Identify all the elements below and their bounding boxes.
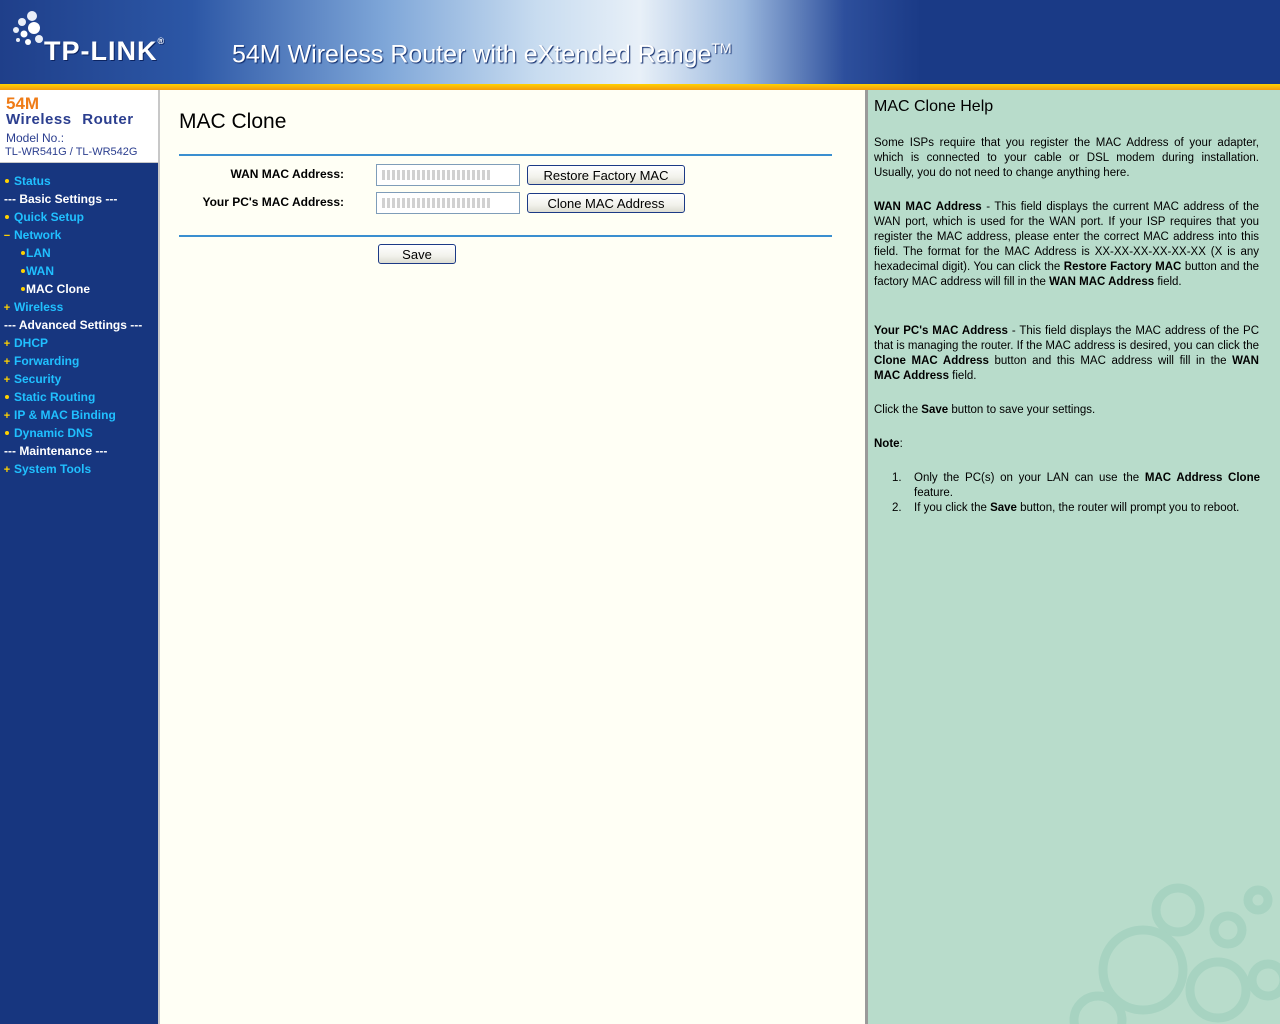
expand-icon: + bbox=[3, 464, 11, 476]
sidebar-item-status[interactable] bbox=[0, 172, 158, 190]
bullet-icon bbox=[5, 179, 9, 183]
help-text: : bbox=[899, 438, 903, 450]
model-product: Wireless Router bbox=[6, 111, 134, 128]
sidebar-item-label: Security bbox=[14, 372, 62, 386]
sidebar-item-label: LAN bbox=[26, 246, 51, 260]
logo-registered-mark: ® bbox=[157, 36, 166, 46]
section-label: --- Advanced Settings --- bbox=[4, 318, 143, 332]
list-item bbox=[892, 471, 1260, 501]
help-note-list bbox=[892, 471, 1260, 516]
sidebar-item-security[interactable] bbox=[0, 370, 158, 388]
page-title: MAC Clone bbox=[179, 110, 287, 133]
header-banner bbox=[0, 0, 1280, 84]
logo-text: TP-LINK bbox=[44, 36, 158, 66]
help-text: button to save your settings. bbox=[948, 404, 1096, 416]
help-text: button, the router will prompt you to reboot. bbox=[1016, 502, 1240, 514]
list-number: 1. bbox=[892, 472, 902, 484]
sidebar-section-basic bbox=[0, 190, 158, 208]
sidebar-item-lan[interactable] bbox=[0, 244, 158, 262]
sidebar-item-label: WAN bbox=[26, 264, 54, 278]
bullet-icon bbox=[5, 431, 9, 435]
save-button[interactable]: Save bbox=[378, 244, 456, 264]
help-intro: Some ISPs require that you register the MAC Address of your adapter, which is connected to your cable or DSL modem during installation. Usually, you do not need to change anything here. bbox=[874, 137, 1259, 179]
sidebar-item-static-routing[interactable] bbox=[0, 388, 158, 406]
section-label: --- Maintenance --- bbox=[4, 444, 108, 458]
product-title-text: 54M Wireless Router with eXtended Range bbox=[232, 40, 712, 69]
sidebar-item-label: Wireless bbox=[14, 300, 64, 314]
help-pc-mac bbox=[874, 324, 1259, 384]
sidebar-item-wan[interactable] bbox=[0, 262, 158, 280]
help-text: - This field displays the current MAC address of the WAN port, which is used for the WAN port. If your ISP requires that you register the MAC address, please enter the correct MAC address into this field. The format for the MAC Address is XX-XX-XX-XX-XX-XX (X is any hexadecimal digit). You can click the bbox=[874, 201, 1260, 273]
main-panel bbox=[158, 90, 867, 1024]
sidebar-item-dynamic-dns[interactable] bbox=[0, 424, 158, 442]
help-term: Clone MAC Address bbox=[874, 355, 989, 367]
pc-mac-redaction bbox=[382, 198, 492, 208]
help-term: Save bbox=[990, 502, 1017, 514]
list-number: 2. bbox=[892, 502, 902, 514]
restore-factory-mac-button[interactable]: Restore Factory MAC bbox=[527, 165, 685, 185]
sidebar-item-wireless[interactable] bbox=[0, 298, 158, 316]
bullet-icon bbox=[5, 215, 9, 219]
trademark-mark: TM bbox=[711, 40, 732, 56]
sidebar-item-label: Status bbox=[14, 174, 51, 188]
top-divider bbox=[179, 154, 832, 156]
sidebar-item-network[interactable] bbox=[0, 226, 158, 244]
help-text: Only the PC(s) on your LAN can use the bbox=[914, 472, 1145, 484]
sidebar-section-maintenance bbox=[0, 442, 158, 460]
help-term: Restore Factory MAC bbox=[1063, 261, 1182, 273]
sidebar-item-label: System Tools bbox=[14, 462, 92, 476]
sidebar-item-forwarding[interactable] bbox=[0, 352, 158, 370]
bullet-icon bbox=[21, 287, 25, 291]
help-text: If you click the bbox=[914, 502, 991, 514]
help-term: Note bbox=[874, 438, 900, 450]
sidebar-item-ip-mac-binding[interactable] bbox=[0, 406, 158, 424]
decorative-bubbles-icon bbox=[1068, 870, 1280, 1024]
sidebar-item-label: IP & MAC Binding bbox=[14, 408, 116, 422]
bullet-icon bbox=[5, 395, 9, 399]
sidebar-item-label: Dynamic DNS bbox=[14, 426, 93, 440]
sidebar-item-mac-clone[interactable] bbox=[0, 280, 158, 298]
help-text: button and this MAC address will fill in the bbox=[988, 355, 1233, 367]
sidebar-item-dhcp[interactable] bbox=[0, 334, 158, 352]
section-label: --- Basic Settings --- bbox=[4, 192, 118, 206]
sidebar-section-advanced bbox=[0, 316, 158, 334]
list-item bbox=[892, 501, 1260, 516]
bottom-divider bbox=[179, 235, 832, 237]
wan-mac-redaction bbox=[382, 170, 492, 180]
sidebar-item-system-tools[interactable] bbox=[0, 460, 158, 478]
help-text: feature. bbox=[914, 487, 953, 499]
help-term: Your PC's MAC Address bbox=[874, 325, 1008, 337]
help-text: field. bbox=[1154, 276, 1182, 288]
help-text: Click the bbox=[874, 404, 922, 416]
logo-dots-icon bbox=[8, 8, 48, 48]
model-value: TL-WR541G / TL-WR542G bbox=[5, 146, 138, 158]
sidebar-menu bbox=[0, 172, 158, 478]
model-box bbox=[0, 90, 158, 163]
help-text: - This field displays the MAC address of the PC that is managing the router. If the MAC address is desired, you can click the bbox=[874, 325, 1260, 352]
expand-icon: + bbox=[3, 356, 11, 368]
sidebar-item-label: Network bbox=[14, 228, 62, 242]
clone-mac-address-button[interactable]: Clone MAC Address bbox=[527, 193, 685, 213]
sidebar-item-quick-setup[interactable] bbox=[0, 208, 158, 226]
product-title bbox=[232, 40, 732, 69]
help-note-heading bbox=[874, 437, 1259, 452]
help-term: WAN MAC Address bbox=[1049, 276, 1155, 288]
help-term: WAN MAC Address bbox=[874, 355, 1259, 382]
expand-icon: + bbox=[3, 338, 11, 350]
help-title: MAC Clone Help bbox=[874, 98, 994, 115]
sidebar-item-label: DHCP bbox=[14, 336, 49, 350]
pc-mac-label: Your PC's MAC Address: bbox=[202, 195, 344, 209]
model-speed: 54M bbox=[6, 94, 40, 113]
collapse-icon: − bbox=[3, 230, 11, 242]
model-label: Model No.: bbox=[6, 131, 65, 145]
expand-icon: + bbox=[3, 374, 11, 386]
sidebar-item-label: Quick Setup bbox=[14, 210, 85, 224]
help-wan-mac bbox=[874, 200, 1259, 290]
expand-icon: + bbox=[3, 302, 11, 314]
help-term: Save bbox=[921, 404, 949, 416]
sidebar-item-label: Static Routing bbox=[14, 390, 96, 404]
expand-icon: + bbox=[3, 410, 11, 422]
wan-mac-label: WAN MAC Address: bbox=[230, 167, 344, 181]
help-term: MAC Address Clone bbox=[1144, 472, 1260, 484]
sidebar-item-label: MAC Clone bbox=[26, 282, 90, 296]
help-text: field. bbox=[948, 370, 977, 382]
bullet-icon bbox=[21, 251, 25, 255]
help-save bbox=[874, 403, 1259, 418]
help-panel bbox=[865, 90, 1280, 1024]
tplink-logo bbox=[8, 8, 208, 68]
sidebar-item-label: Forwarding bbox=[14, 354, 80, 368]
sidebar bbox=[0, 90, 158, 1024]
help-term: WAN MAC Address bbox=[874, 201, 982, 213]
bullet-icon bbox=[21, 269, 25, 273]
help-text: button and the factory MAC address will fill in the bbox=[874, 261, 1259, 288]
